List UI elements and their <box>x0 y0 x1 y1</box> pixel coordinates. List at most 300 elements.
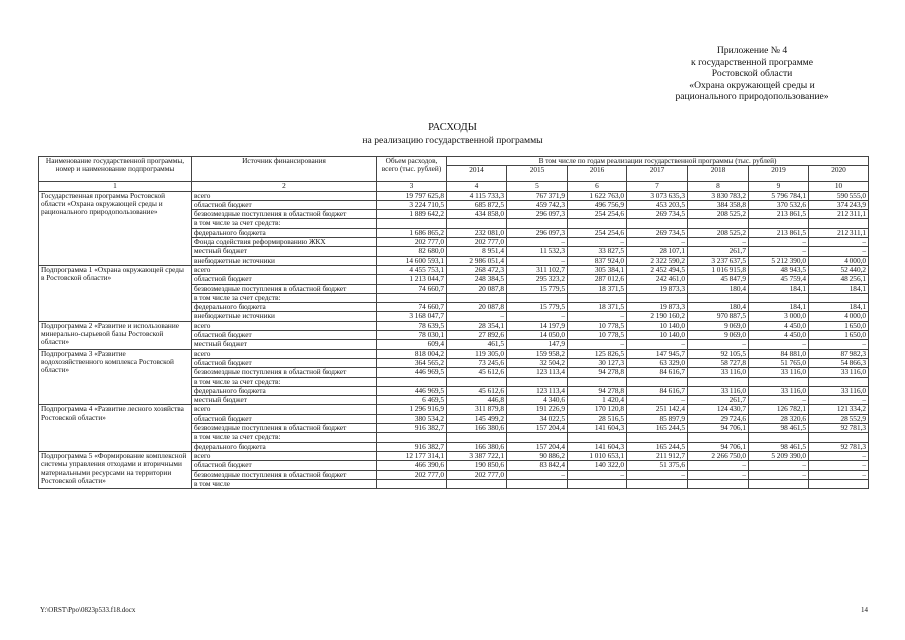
year-value-cell: 124 430,7 <box>688 405 749 414</box>
total-cell: 1 686 865,2 <box>377 228 447 237</box>
funding-source-cell: местный бюджет <box>192 396 377 405</box>
year-value-cell: 212 311,1 <box>809 210 869 219</box>
funding-source-cell: областной бюджет <box>192 275 377 284</box>
funding-source-cell: в том числе за счет средств: <box>192 433 377 442</box>
total-cell: 74 660,7 <box>377 303 447 312</box>
year-value-cell: 232 081,0 <box>447 228 507 237</box>
funding-source-cell: всего <box>192 451 377 460</box>
year-value-cell: 202 777,0 <box>447 470 507 479</box>
year-value-cell: 140 322,0 <box>568 461 627 470</box>
table-row <box>39 265 869 274</box>
total-cell: 466 390,6 <box>377 461 447 470</box>
year-value-cell <box>749 377 809 386</box>
year-value-cell: 29 724,6 <box>688 414 749 423</box>
year-value-cell <box>568 479 627 488</box>
total-cell: 818 004,2 <box>377 349 447 358</box>
year-value-cell: 87 982,3 <box>809 349 869 358</box>
year-value-cell: – <box>749 470 809 479</box>
appendix-line: рационального природопользование» <box>675 91 829 103</box>
funding-source-cell: в том числе за счет средств: <box>192 293 377 302</box>
column-number: 3 <box>377 182 447 191</box>
year-value-cell: 11 532,3 <box>507 247 568 256</box>
funding-source-cell: областной бюджет <box>192 414 377 423</box>
year-value-cell: 84 616,7 <box>627 368 688 377</box>
year-value-cell: – <box>749 247 809 256</box>
year-value-cell: 767 371,9 <box>507 191 568 200</box>
year-value-cell: 90 886,2 <box>507 451 568 460</box>
title-main: РАСХОДЫ <box>428 122 477 133</box>
funding-source-cell: федерального бюджета <box>192 228 377 237</box>
total-cell <box>377 479 447 488</box>
column-number: 4 <box>447 182 507 191</box>
funding-source-cell: областной бюджет <box>192 461 377 470</box>
year-value-cell: – <box>507 256 568 265</box>
table-row <box>39 321 869 330</box>
funding-source-cell: в том числе <box>192 479 377 488</box>
year-value-cell: 10 140,0 <box>627 331 688 340</box>
year-value-cell: 10 140,0 <box>627 321 688 330</box>
funding-source-cell: федерального бюджета <box>192 442 377 451</box>
header-year: 2018 <box>688 166 749 182</box>
year-value-cell: 208 525,2 <box>688 210 749 219</box>
year-value-cell: 254 254,6 <box>568 228 627 237</box>
year-value-cell: 4 340,6 <box>507 396 568 405</box>
year-value-cell: 14 197,9 <box>507 321 568 330</box>
year-value-cell: 370 532,6 <box>749 200 809 209</box>
year-value-cell <box>809 433 869 442</box>
year-value-cell: 446,8 <box>447 396 507 405</box>
year-value-cell <box>568 377 627 386</box>
year-value-cell: 269 734,5 <box>627 228 688 237</box>
page-number: 14 <box>861 606 868 614</box>
year-value-cell: 34 022,5 <box>507 414 568 423</box>
year-value-cell: 30 127,3 <box>568 358 627 367</box>
year-value-cell <box>688 219 749 228</box>
total-cell: 3 168 047,7 <box>377 312 447 321</box>
total-cell <box>377 219 447 228</box>
year-value-cell: 4 115 733,3 <box>447 191 507 200</box>
year-value-cell: 94 278,8 <box>568 368 627 377</box>
year-value-cell: 165 244,5 <box>627 424 688 433</box>
year-value-cell: 33 827,5 <box>568 247 627 256</box>
header-year: 2019 <box>749 166 809 182</box>
appendix-line: Приложение № 4 <box>716 45 788 56</box>
appendix-line: к государственной программе <box>691 56 813 68</box>
year-value-cell: 45 759,4 <box>749 275 809 284</box>
table-row <box>39 191 869 200</box>
year-value-cell: 33 116,0 <box>749 386 809 395</box>
table-row <box>39 451 869 460</box>
year-value-cell: 8 951,4 <box>447 247 507 256</box>
year-value-cell: – <box>568 238 627 247</box>
year-value-cell: 685 872,5 <box>447 200 507 209</box>
year-value-cell: 19 873,3 <box>627 284 688 293</box>
year-value-cell: 459 742,3 <box>507 200 568 209</box>
year-value-cell: 159 958,2 <box>507 349 568 358</box>
program-name-cell: Подпрограмма 5 «Формирование комплексной системы управления отходами и вторичными материальными ресурсами на территории Ростовской области» <box>39 451 192 488</box>
year-value-cell: – <box>809 451 869 460</box>
year-value-cell: 141 604,3 <box>568 424 627 433</box>
year-value-cell: – <box>507 312 568 321</box>
total-cell: 3 224 710,5 <box>377 200 447 209</box>
total-cell: 380 534,2 <box>377 414 447 423</box>
year-value-cell: 3 000,0 <box>749 312 809 321</box>
year-value-cell <box>507 479 568 488</box>
year-value-cell <box>568 219 627 228</box>
year-value-cell: 52 440,2 <box>809 265 869 274</box>
year-value-cell: – <box>749 238 809 247</box>
funding-source-cell: областной бюджет <box>192 331 377 340</box>
year-value-cell: 84 616,7 <box>627 386 688 395</box>
year-value-cell: 461,5 <box>447 340 507 349</box>
total-cell: 609,4 <box>377 340 447 349</box>
total-cell <box>377 293 447 302</box>
column-number: 1 <box>39 182 192 191</box>
funding-source-cell: внебюджетные источники <box>192 256 377 265</box>
funding-source-cell: безвозмездные поступления в областной бюджет <box>192 424 377 433</box>
year-value-cell: 33 116,0 <box>809 386 869 395</box>
year-value-cell <box>447 293 507 302</box>
year-value-cell: 2 452 494,5 <box>627 265 688 274</box>
year-value-cell: 126 782,1 <box>749 405 809 414</box>
funding-source-cell: всего <box>192 191 377 200</box>
year-value-cell: 63 329,0 <box>627 358 688 367</box>
year-value-cell: 837 924,0 <box>568 256 627 265</box>
year-value-cell: 311 102,7 <box>507 265 568 274</box>
total-cell: 82 680,0 <box>377 247 447 256</box>
year-value-cell: 496 756,9 <box>568 200 627 209</box>
total-cell: 12 177 314,1 <box>377 451 447 460</box>
year-value-cell: 84 881,0 <box>749 349 809 358</box>
header-total: Объем расходов, всего (тыс. рублей) <box>377 157 447 182</box>
year-value-cell <box>447 377 507 386</box>
year-value-cell <box>627 219 688 228</box>
year-value-cell: – <box>627 340 688 349</box>
program-name-cell: Государственная программа Ростовской области «Охрана окружающей среды и рационального природопользование» <box>39 191 192 265</box>
year-value-cell: 45 612,6 <box>447 386 507 395</box>
year-value-cell: 45 847,9 <box>688 275 749 284</box>
year-value-cell: 4 450,0 <box>749 331 809 340</box>
year-value-cell: 28 354,1 <box>447 321 507 330</box>
year-value-cell <box>809 377 869 386</box>
year-value-cell: 92 781,3 <box>809 442 869 451</box>
year-value-cell: 2 266 750,0 <box>688 451 749 460</box>
year-value-cell: 33 116,0 <box>688 386 749 395</box>
year-value-cell: 98 461,5 <box>749 442 809 451</box>
year-value-cell: 51 765,0 <box>749 358 809 367</box>
funding-source-cell: всего <box>192 349 377 358</box>
funding-source-cell: федерального бюджета <box>192 303 377 312</box>
year-value-cell: 15 779,5 <box>507 303 568 312</box>
total-cell: 446 969,5 <box>377 368 447 377</box>
year-value-cell: 211 912,7 <box>627 451 688 460</box>
year-value-cell: 3 237 637,5 <box>688 256 749 265</box>
year-value-cell: 4 450,0 <box>749 321 809 330</box>
year-value-cell: 296 097,3 <box>507 210 568 219</box>
year-value-cell: 157 204,4 <box>507 424 568 433</box>
year-value-cell: 213 861,5 <box>749 210 809 219</box>
year-value-cell: 33 116,0 <box>688 368 749 377</box>
header-year: 2015 <box>507 166 568 182</box>
year-value-cell: 305 384,1 <box>568 265 627 274</box>
year-value-cell: 248 384,5 <box>447 275 507 284</box>
total-cell: 4 455 753,1 <box>377 265 447 274</box>
year-value-cell: – <box>749 461 809 470</box>
year-value-cell: 51 375,6 <box>627 461 688 470</box>
funding-source-cell: всего <box>192 265 377 274</box>
column-number: 5 <box>507 182 568 191</box>
year-value-cell: 434 858,0 <box>447 210 507 219</box>
year-value-cell: 33 116,0 <box>809 368 869 377</box>
total-cell: 1 213 044,7 <box>377 275 447 284</box>
year-value-cell: 94 706,1 <box>688 424 749 433</box>
funding-source-cell: областной бюджет <box>192 358 377 367</box>
year-value-cell: 170 120,8 <box>568 405 627 414</box>
year-value-cell: 92 781,3 <box>809 424 869 433</box>
year-value-cell: 251 142,4 <box>627 405 688 414</box>
year-value-cell: 254 254,6 <box>568 210 627 219</box>
year-value-cell: 18 371,5 <box>568 284 627 293</box>
year-value-cell: 295 323,2 <box>507 275 568 284</box>
year-value-cell: 157 204,4 <box>507 442 568 451</box>
year-value-cell: 48 256,1 <box>809 275 869 284</box>
year-value-cell: 180,4 <box>688 284 749 293</box>
year-value-cell: 94 706,1 <box>688 442 749 451</box>
header-year: 2016 <box>568 166 627 182</box>
total-cell: 202 777,0 <box>377 470 447 479</box>
year-value-cell: 261,7 <box>688 396 749 405</box>
total-cell: 78 030,1 <box>377 331 447 340</box>
year-value-cell: 242 461,0 <box>627 275 688 284</box>
funding-source-cell: Фонда содействия реформированию ЖКХ <box>192 238 377 247</box>
year-value-cell: 28 107,1 <box>627 247 688 256</box>
total-cell: 19 797 625,8 <box>377 191 447 200</box>
total-cell: 446 969,5 <box>377 386 447 395</box>
year-value-cell: 2 986 051,4 <box>447 256 507 265</box>
year-value-cell <box>688 377 749 386</box>
year-value-cell: 123 113,4 <box>507 386 568 395</box>
year-value-cell: – <box>809 461 869 470</box>
year-value-cell: 1 622 763,0 <box>568 191 627 200</box>
year-value-cell: 184,1 <box>809 284 869 293</box>
year-value-cell: 145 499,2 <box>447 414 507 423</box>
year-value-cell: 9 069,0 <box>688 331 749 340</box>
header-name: Наименование государственной программы, номер и наименование подпрограммы <box>39 157 192 182</box>
year-value-cell: 374 243,9 <box>809 200 869 209</box>
total-cell: 74 660,7 <box>377 284 447 293</box>
year-value-cell: 94 278,8 <box>568 386 627 395</box>
year-value-cell: – <box>688 461 749 470</box>
year-value-cell <box>627 433 688 442</box>
year-value-cell <box>568 293 627 302</box>
program-name-cell: Подпрограмма 3 «Развитие водохозяйственного комплекса Ростовской области» <box>39 349 192 405</box>
total-cell <box>377 377 447 386</box>
year-value-cell: – <box>507 238 568 247</box>
year-value-cell: 453 203,5 <box>627 200 688 209</box>
year-value-cell: 32 504,2 <box>507 358 568 367</box>
column-number: 8 <box>688 182 749 191</box>
funding-source-cell: местный бюджет <box>192 340 377 349</box>
footer-file-path: Y:\ORST\Ppo\0823p533.f18.docx <box>40 606 136 614</box>
year-value-cell: 5 212 390,0 <box>749 256 809 265</box>
year-value-cell: – <box>627 470 688 479</box>
year-value-cell: – <box>568 340 627 349</box>
year-value-cell: 2 322 590,2 <box>627 256 688 265</box>
year-value-cell <box>809 293 869 302</box>
total-cell: 916 382,7 <box>377 442 447 451</box>
year-value-cell: 10 778,5 <box>568 321 627 330</box>
year-value-cell: 83 842,4 <box>507 461 568 470</box>
funding-source-cell: безвозмездные поступления в областной бюджет <box>192 284 377 293</box>
year-value-cell: 166 380,6 <box>447 442 507 451</box>
year-value-cell: – <box>809 470 869 479</box>
year-value-cell: 4 000,0 <box>809 312 869 321</box>
year-value-cell: – <box>627 238 688 247</box>
year-value-cell: 287 012,6 <box>568 275 627 284</box>
year-value-cell: 20 087,8 <box>447 303 507 312</box>
year-value-cell: 190 850,6 <box>447 461 507 470</box>
total-cell: 6 469,5 <box>377 396 447 405</box>
table-row <box>39 349 869 358</box>
year-value-cell <box>507 433 568 442</box>
funding-source-cell: в том числе за счет средств: <box>192 219 377 228</box>
year-value-cell: 125 826,5 <box>568 349 627 358</box>
header-year: 2014 <box>447 166 507 182</box>
year-value-cell: 3 387 722,1 <box>447 451 507 460</box>
year-value-cell: – <box>688 470 749 479</box>
column-numbers-row <box>39 182 869 191</box>
year-value-cell: 180,4 <box>688 303 749 312</box>
funding-source-cell: внебюджетные источники <box>192 312 377 321</box>
column-number: 10 <box>809 182 869 191</box>
year-value-cell <box>627 479 688 488</box>
year-value-cell: 28 320,6 <box>749 414 809 423</box>
funding-source-cell: всего <box>192 321 377 330</box>
year-value-cell: 92 105,5 <box>688 349 749 358</box>
year-value-cell: 3 073 635,3 <box>627 191 688 200</box>
total-cell: 14 600 593,1 <box>377 256 447 265</box>
year-value-cell: 4 000,0 <box>809 256 869 265</box>
year-value-cell: 184,1 <box>749 284 809 293</box>
year-value-cell: 20 087,8 <box>447 284 507 293</box>
year-value-cell: – <box>749 340 809 349</box>
year-value-cell: 184,1 <box>809 303 869 312</box>
year-value-cell: 147 945,7 <box>627 349 688 358</box>
year-value-cell: 58 727,8 <box>688 358 749 367</box>
year-value-cell: 1 650,0 <box>809 321 869 330</box>
year-value-cell: 5 209 390,0 <box>749 451 809 460</box>
year-value-cell <box>688 433 749 442</box>
total-cell: 1 889 642,2 <box>377 210 447 219</box>
year-value-cell: 73 245,6 <box>447 358 507 367</box>
year-value-cell <box>749 479 809 488</box>
year-value-cell: – <box>568 312 627 321</box>
year-value-cell: 9 069,0 <box>688 321 749 330</box>
year-value-cell <box>568 433 627 442</box>
expenses-table <box>38 156 869 489</box>
year-value-cell: 119 305,0 <box>447 349 507 358</box>
year-value-cell: 1 010 653,1 <box>568 451 627 460</box>
year-value-cell: 14 050,0 <box>507 331 568 340</box>
total-cell: 1 296 916,9 <box>377 405 447 414</box>
year-value-cell: 141 604,3 <box>568 442 627 451</box>
header-years-group: В том числе по годам реализации государственной программы (тыс. рублей) <box>447 157 869 166</box>
year-value-cell: 269 734,5 <box>627 210 688 219</box>
total-cell <box>377 433 447 442</box>
title-sub: на реализацию государственной программы <box>362 135 543 146</box>
column-number: 7 <box>627 182 688 191</box>
year-value-cell: 184,1 <box>749 303 809 312</box>
year-value-cell <box>749 219 809 228</box>
year-value-cell: 296 097,3 <box>507 228 568 237</box>
column-number: 9 <box>749 182 809 191</box>
year-value-cell: 208 525,2 <box>688 228 749 237</box>
column-number: 6 <box>568 182 627 191</box>
year-value-cell: 28 552,9 <box>809 414 869 423</box>
appendix-note <box>637 45 867 103</box>
year-value-cell <box>688 293 749 302</box>
year-value-cell: – <box>809 396 869 405</box>
year-value-cell: 3 830 783,2 <box>688 191 749 200</box>
year-value-cell: 261,7 <box>688 247 749 256</box>
year-value-cell: 28 516,5 <box>568 414 627 423</box>
year-value-cell: 2 190 160,2 <box>627 312 688 321</box>
year-value-cell: 268 472,3 <box>447 265 507 274</box>
total-cell: 78 639,5 <box>377 321 447 330</box>
year-value-cell: 19 873,3 <box>627 303 688 312</box>
year-value-cell: – <box>809 340 869 349</box>
year-value-cell: 1 420,4 <box>568 396 627 405</box>
year-value-cell: – <box>447 312 507 321</box>
year-value-cell: 121 334,2 <box>809 405 869 414</box>
program-name-cell: Подпрограмма 1 «Охрана окружающей среды в Ростовской области» <box>39 265 192 321</box>
year-value-cell: 10 778,5 <box>568 331 627 340</box>
year-value-cell <box>507 219 568 228</box>
year-value-cell: – <box>688 340 749 349</box>
total-cell: 202 777,0 <box>377 238 447 247</box>
year-value-cell: 18 371,5 <box>568 303 627 312</box>
year-value-cell: 213 861,5 <box>749 228 809 237</box>
year-value-cell <box>507 293 568 302</box>
appendix-line: «Охрана окружающей среды и <box>689 79 815 91</box>
funding-source-cell: местный бюджет <box>192 247 377 256</box>
year-value-cell: 98 461,5 <box>749 424 809 433</box>
total-cell: 364 565,2 <box>377 358 447 367</box>
year-value-cell <box>627 293 688 302</box>
year-value-cell <box>627 377 688 386</box>
year-value-cell: – <box>809 247 869 256</box>
year-value-cell <box>507 377 568 386</box>
year-value-cell <box>688 479 749 488</box>
total-cell: 916 382,7 <box>377 424 447 433</box>
year-value-cell: – <box>809 238 869 247</box>
year-value-cell: 123 113,4 <box>507 368 568 377</box>
year-value-cell: – <box>627 396 688 405</box>
year-value-cell: 1 650,0 <box>809 331 869 340</box>
appendix-line: Ростовской области <box>711 68 793 80</box>
year-value-cell <box>749 433 809 442</box>
year-value-cell: 202 777,0 <box>447 238 507 247</box>
program-name-cell: Подпрограмма 2 «Развитие и использование минерально-сырьевой базы Ростовской области» <box>39 321 192 349</box>
year-value-cell: 970 887,5 <box>688 312 749 321</box>
funding-source-cell: всего <box>192 405 377 414</box>
funding-source-cell: федерального бюджета <box>192 386 377 395</box>
header-year: 2020 <box>809 166 869 182</box>
year-value-cell <box>447 433 507 442</box>
year-value-cell: 384 358,8 <box>688 200 749 209</box>
funding-source-cell: безвозмездные поступления в областной бюджет <box>192 470 377 479</box>
year-value-cell: 1 016 915,8 <box>688 265 749 274</box>
